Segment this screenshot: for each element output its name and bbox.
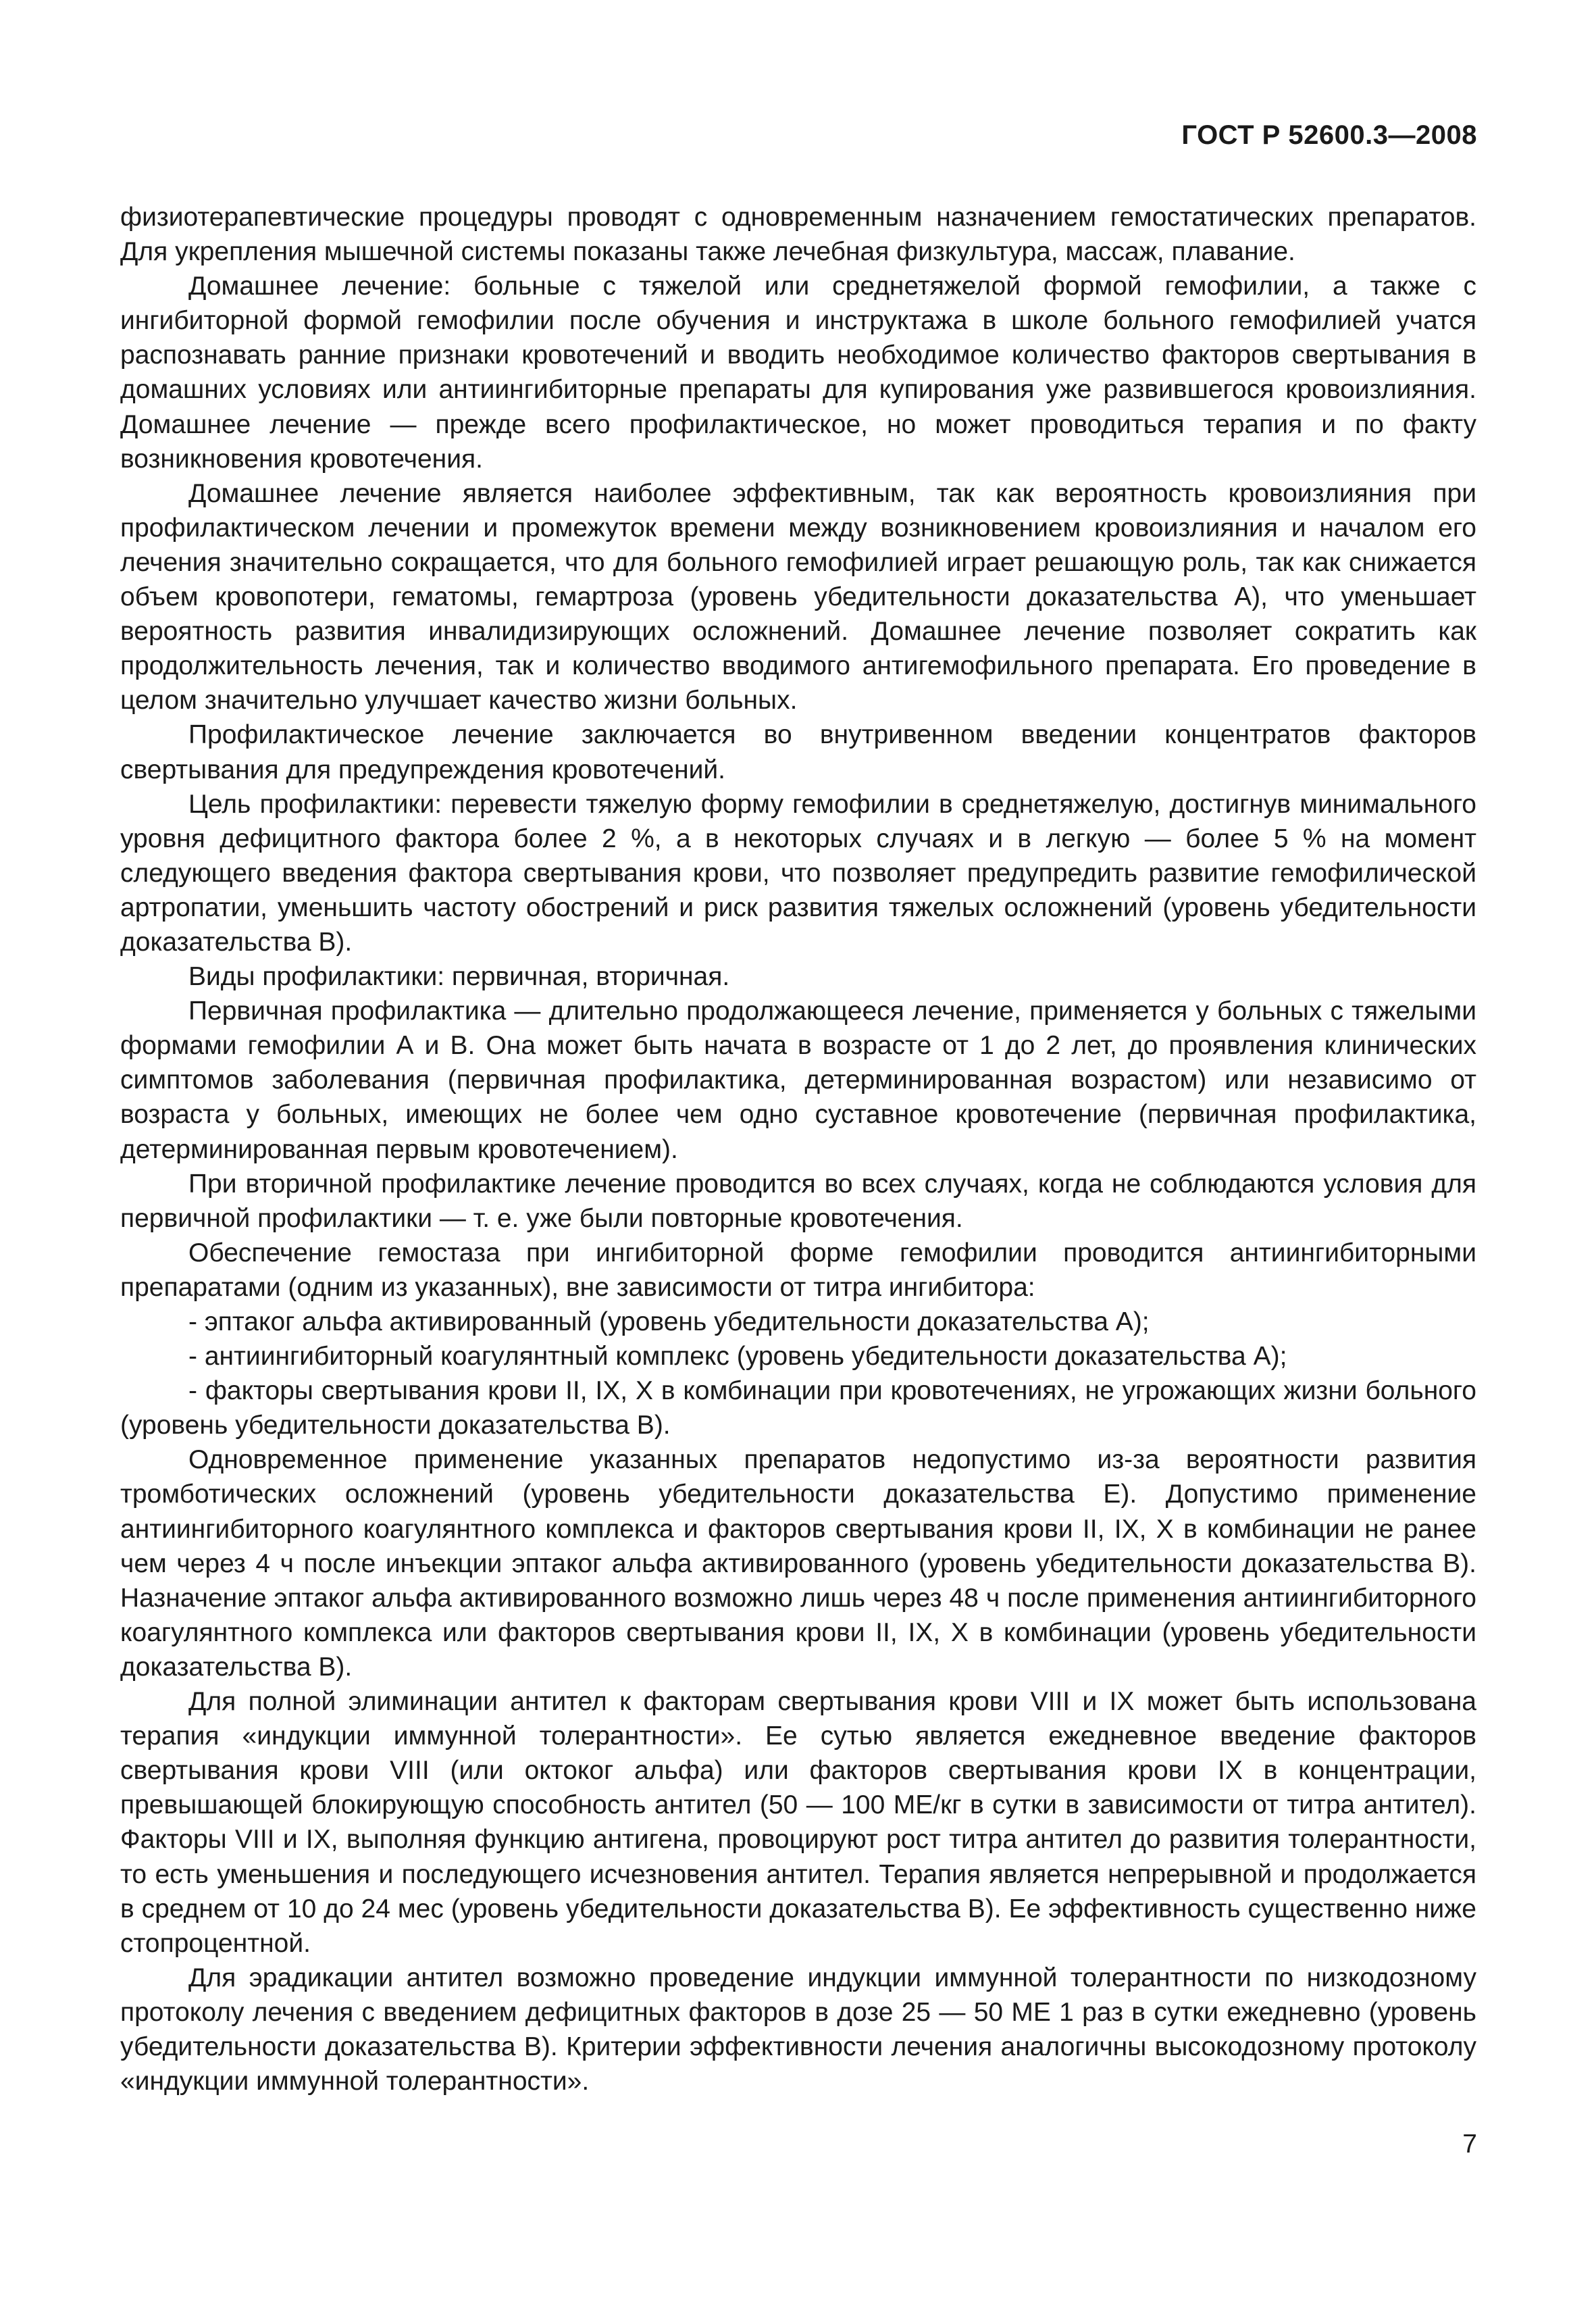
paragraph-12: Для эрадикации антител возможно проведение индукции иммунной толерантности по низкодозному протоколу лечения с введением дефицитных факторов в дозе 25 — 50 МЕ 1 раз в сутки ежедневно (уровень убедительности доказательства В). Критерии эффективности лечения аналогичны высокодозному протоколу «индукции иммунной толерантности».: [120, 1963, 1476, 2096]
paragraph-9: Обеспечение гемостаза при ингибиторной форме гемофилии проводится антиингибиторными препаратами (одним из указанных), вне зависимости от титра ингибитора:: [120, 1238, 1476, 1302]
paragraph-1: физиотерапевтические процедуры проводят с одновременным назначением гемостатических препаратов. Для укрепления мышечной системы показаны также лечебная физкультура, массаж, плавание.: [120, 203, 1476, 267]
page-number: 7: [1462, 2130, 1477, 2159]
paragraph-7: Первичная профилактика — длительно продолжающееся лечение, применяется у больных с тяжелыми формами гемофилии А и В. Она может быть начата в возрасте от 1 до 2 лет, до проявления клинических симптомов заболевания (первичная профилактика, детерминированная возрастом) или независимо от возраста у больных, имеющих не более чем одно суставное кровотечение (первичная профилактика, детерминированная первым кровотечением).: [120, 997, 1476, 1164]
paragraph-4: Профилактическое лечение заключается во внутривенном введении концентратов факторов свертывания для предупреждения кровотечений.: [120, 720, 1476, 784]
paragraph-2: Домашнее лечение: больные с тяжелой или среднетяжелой формой гемофилии, а также с ингибиторной формой гемофилии после обучения и инструктажа в школе больного гемофилией учатся распознавать ранние признаки кровотечений и вводить необходимое количество факторов свертывания в домашних условиях или антиингибиторные препараты для купирования уже развившегося кровоизлияния. Домашнее лечение — прежде всего профилактическое, но может проводиться терапия и по факту возникновения кровотечения.: [120, 272, 1476, 474]
list-item-1: - эптаког альфа активированный (уровень убедительности доказательства А);: [188, 1307, 1150, 1336]
paragraph-8: При вторичной профилактике лечение проводится во всех случаях, когда не соблюдаются условия для первичной профилактики — т. е. уже были повторные кровотечения.: [120, 1169, 1476, 1233]
list-item-3: - факторы свертывания крови II, IX, X в комбинации при кровотечениях, не угрожающих жизни больного (уровень убедительности доказательства В).: [120, 1376, 1476, 1440]
paragraph-6: Виды профилактики: первичная, вторичная.: [188, 962, 730, 992]
paragraph-5: Цель профилактики: перевести тяжелую форму гемофилии в среднетяжелую, достигнув минимального уровня дефицитного фактора более 2 %, а в некоторых случаях и в легкую — более 5 % на момент следующего введения фактора свертывания крови, что позволяет предупредить развитие гемофилической артропатии, уменьшить частоту обострений и риск развития тяжелых осложнений (уровень убедительности доказательства В).: [120, 789, 1476, 957]
document-header: ГОСТ Р 52600.3—2008: [1181, 120, 1477, 150]
paragraph-11: Для полной элиминации антител к факторам свертывания крови VIII и IX может быть использована терапия «индукции иммунной толерантности». Ее сутью является ежедневное введение факторов свертывания крови VIII (или октоког альфа) или факторов свертывания крови IX в концентрации, превышающей блокирующую способность антител (50 — 100 МЕ/кг в сутки в зависимости от титра антител). Факторы VIII и IX, выполняя функцию антигена, провоцируют рост титра антител до развития толерантности, то есть уменьшения и последующего исчезновения антител. Терапия является непрерывной и продолжается в среднем от 10 до 24 мес (уровень убедительности доказательства В). Ее эффективность существенно ниже стопроцентной.: [120, 1687, 1476, 1958]
paragraph-3: Домашнее лечение является наиболее эффективным, так как вероятность кровоизлияния при профилактическом лечении и промежуток времени между возникновением кровоизлияния и началом его лечения значительно сокращается, что для больного гемофилией играет решающую роль, так как снижается объем кровопотери, гематомы, гемартроза (уровень убедительности доказательства А), что уменьшает вероятность развития инвалидизирующих осложнений. Домашнее лечение позволяет сократить как продолжительность лечения, так и количество вводимого антигемофильного препарата. Его проведение в целом значительно улучшает качество жизни больных.: [120, 478, 1476, 715]
paragraph-10: Одновременное применение указанных препаратов недопустимо из-за вероятности развития тромботических осложнений (уровень убедительности доказательства Е). Допустимо применение антиингибиторного коагулянтного комплекса и факторов свертывания крови II, IX, X в комбинации не ранее чем через 4 ч после инъекции эптаког альфа активированного (уровень убедительности доказательства В). Назначение эптаког альфа активированного возможно лишь через 48 ч после применения антиингибиторного коагулянтного комплекса или факторов свертывания крови II, IX, X в комбинации (уровень убедительности доказательства В).: [120, 1445, 1476, 1682]
list-item-2: - антиингибиторный коагулянтный комплекс (уровень убедительности доказательства А);: [188, 1342, 1287, 1372]
document-body: [120, 200, 1476, 2098]
